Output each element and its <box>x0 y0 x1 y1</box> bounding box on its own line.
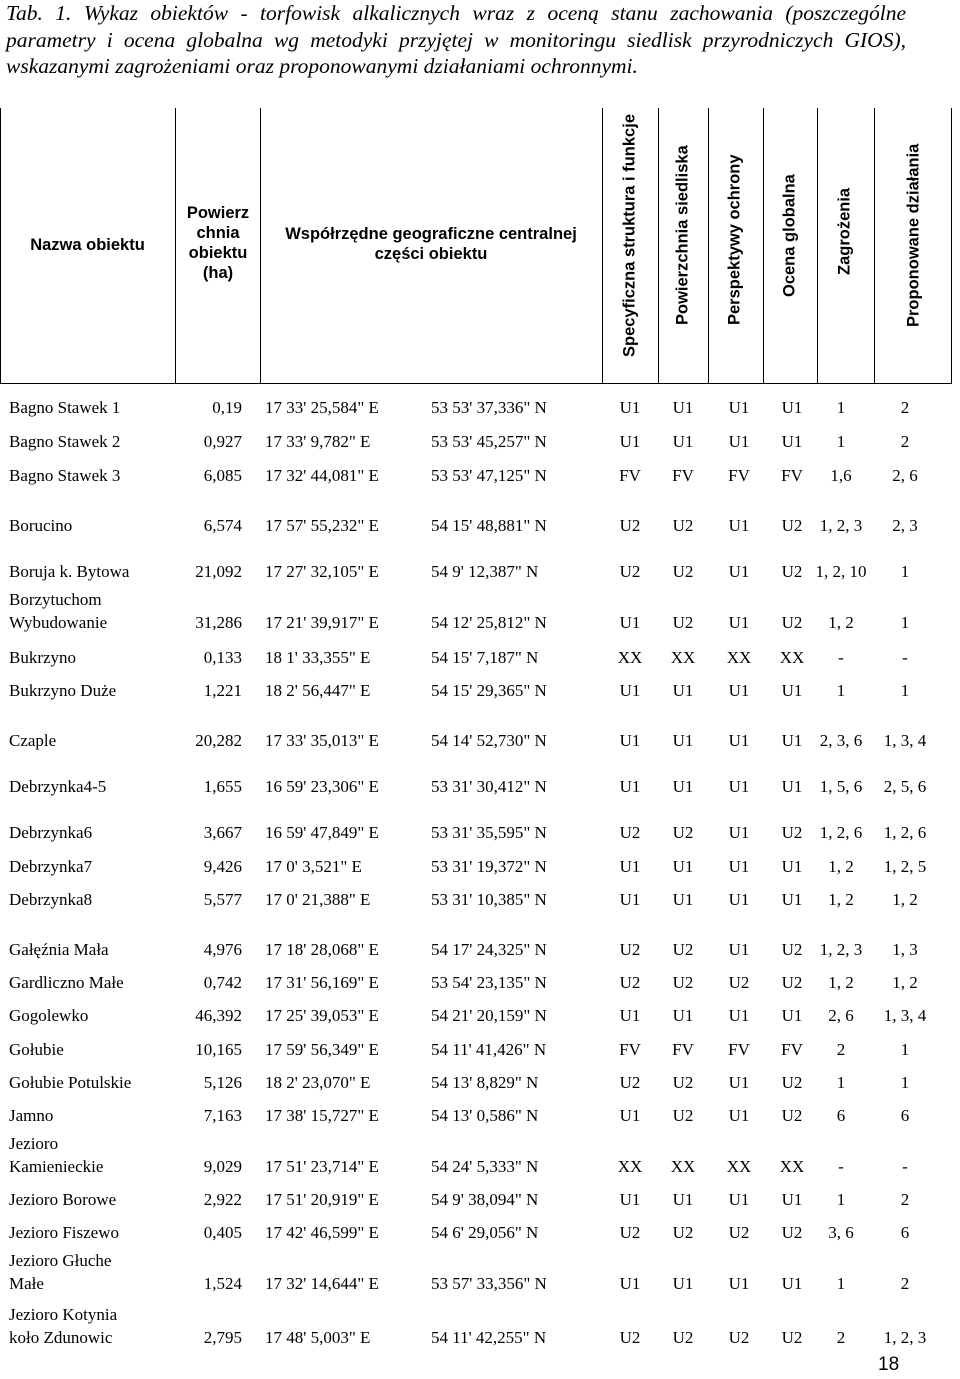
table-row <box>0 1188 960 1211</box>
name-cell: Bagno Stawek 1 <box>9 398 121 417</box>
threats-cell: 2, 6 <box>828 1006 854 1025</box>
habitat-area-cell: U2 <box>672 1328 694 1347</box>
threats-cell: 6 <box>836 1106 846 1125</box>
global-cell: U2 <box>781 1328 803 1347</box>
area-cell: 2,795 <box>203 1328 242 1347</box>
structure-cell: U2 <box>619 823 641 842</box>
actions-cell: 1 <box>900 562 910 581</box>
actions-cell: 2, 3 <box>892 516 918 535</box>
prospects-cell: U1 <box>728 823 750 842</box>
table-row <box>0 888 960 911</box>
threats-cell: - <box>838 1157 844 1176</box>
name-cell: Debrzynka6 <box>9 823 93 842</box>
prospects-cell: U1 <box>728 1006 750 1025</box>
name-cell: Bagno Stawek 3 <box>9 466 121 485</box>
habitat-area-cell: U1 <box>672 857 694 876</box>
header-structure: Specyficzna struktura i funkcje <box>620 114 639 357</box>
header-coords: Współrzędne geograficzne centralnej części obiektu <box>285 225 577 263</box>
global-cell: U2 <box>781 1073 803 1092</box>
actions-cell: 1, 2, 6 <box>883 823 927 842</box>
structure-cell: U1 <box>619 613 641 632</box>
name-cell: Czaple <box>9 731 57 750</box>
area-cell: 3,667 <box>203 823 242 842</box>
area-cell: 21,092 <box>195 562 242 581</box>
name-cell: Bukrzyno <box>9 648 77 667</box>
name-cell: Debrzynka8 <box>9 890 93 909</box>
longitude-cell: 18 1' 33,355" E <box>265 648 371 667</box>
structure-cell: U2 <box>619 1328 641 1347</box>
structure-cell: U1 <box>619 1106 641 1125</box>
structure-cell: U2 <box>619 1223 641 1242</box>
area-cell: 4,976 <box>203 940 242 959</box>
longitude-cell: 17 57' 55,232" E <box>265 516 379 535</box>
global-cell: U2 <box>781 823 803 842</box>
table-row <box>0 1004 960 1027</box>
prospects-cell: U1 <box>728 432 750 451</box>
structure-cell: U1 <box>619 890 641 909</box>
structure-cell: U1 <box>619 777 641 796</box>
latitude-cell: 53 31' 30,412" N <box>431 777 547 796</box>
actions-cell: 1, 3, 4 <box>883 1006 927 1025</box>
header-name: Nazwa obiektu <box>30 236 145 254</box>
longitude-cell: 17 18' 28,068" E <box>265 940 379 959</box>
global-cell: U2 <box>781 973 803 992</box>
longitude-cell: 16 59' 23,306" E <box>265 777 379 796</box>
area-cell: 1,524 <box>203 1274 242 1293</box>
structure-cell: U1 <box>619 1190 641 1209</box>
actions-cell: 1, 2 <box>892 890 918 909</box>
name-cell: Borzytuchom Wybudowanie <box>9 590 108 632</box>
prospects-cell: U2 <box>728 1223 750 1242</box>
latitude-cell: 54 14' 52,730" N <box>431 731 547 750</box>
table-row <box>0 855 960 878</box>
threats-cell: 1, 2, 6 <box>819 823 863 842</box>
area-cell: 2,922 <box>203 1190 242 1209</box>
latitude-cell: 54 9' 38,094" N <box>431 1190 539 1209</box>
threats-cell: 1, 2, 3 <box>819 940 863 959</box>
longitude-cell: 16 59' 47,849" E <box>265 823 379 842</box>
prospects-cell: U2 <box>728 1328 750 1347</box>
table-row <box>0 821 960 844</box>
table-row <box>0 646 960 669</box>
name-cell: Jezioro Kotynia koło Zdunowic <box>9 1305 118 1347</box>
prospects-cell: U1 <box>728 777 750 796</box>
actions-cell: 6 <box>900 1106 910 1125</box>
area-cell: 5,577 <box>203 890 242 909</box>
structure-cell: U1 <box>619 432 641 451</box>
name-cell: Bukrzyno Duże <box>9 681 117 700</box>
table-row <box>0 679 960 702</box>
latitude-cell: 54 6' 29,056" N <box>431 1223 539 1242</box>
table-row <box>0 1221 960 1244</box>
latitude-cell: 54 15' 7,187" N <box>431 648 539 667</box>
structure-cell: U1 <box>619 731 641 750</box>
name-cell: Boruja k. Bytowa <box>9 562 130 581</box>
table-row <box>0 938 960 961</box>
prospects-cell: FV <box>728 466 750 485</box>
table-row <box>0 1038 960 1061</box>
longitude-cell: 17 32' 14,644" E <box>265 1274 379 1293</box>
prospects-cell: U1 <box>728 857 750 876</box>
threats-cell: 1,6 <box>830 466 852 485</box>
table-row <box>0 1134 960 1178</box>
latitude-cell: 53 54' 23,135" N <box>431 973 547 992</box>
habitat-area-cell: U1 <box>672 1006 694 1025</box>
prospects-cell: U1 <box>728 940 750 959</box>
longitude-cell: 17 0' 21,388" E <box>265 890 371 909</box>
habitat-area-cell: U1 <box>672 681 694 700</box>
table-row <box>0 971 960 994</box>
global-cell: U2 <box>781 1223 803 1242</box>
actions-cell: 1 <box>900 613 910 632</box>
global-cell: FV <box>781 466 803 485</box>
habitat-area-cell: U1 <box>672 1190 694 1209</box>
table-header <box>0 108 952 384</box>
actions-cell: 1, 3 <box>892 940 918 959</box>
global-cell: U1 <box>781 432 803 451</box>
global-cell: XX <box>779 1157 805 1176</box>
actions-cell: 1, 3, 4 <box>883 731 927 750</box>
latitude-cell: 53 53' 47,125" N <box>431 466 547 485</box>
area-cell: 1,655 <box>203 777 242 796</box>
longitude-cell: 17 42' 46,599" E <box>265 1223 379 1242</box>
name-cell: Debrzynka7 <box>9 857 93 876</box>
structure-cell: XX <box>617 648 643 667</box>
longitude-cell: 17 33' 25,584" E <box>265 398 379 417</box>
name-cell: Jezioro Fiszewo <box>9 1223 120 1242</box>
longitude-cell: 17 51' 23,714" E <box>265 1157 379 1176</box>
table-row <box>0 514 960 537</box>
area-cell: 6,085 <box>203 466 242 485</box>
actions-cell: 2 <box>900 1190 910 1209</box>
table-row <box>0 1071 960 1094</box>
structure-cell: U2 <box>619 562 641 581</box>
habitat-area-cell: U2 <box>672 562 694 581</box>
habitat-area-cell: U1 <box>672 432 694 451</box>
global-cell: U1 <box>781 681 803 700</box>
longitude-cell: 17 33' 35,013" E <box>265 731 379 750</box>
header-threats: Zagrożenia <box>835 187 854 275</box>
prospects-cell: U1 <box>728 890 750 909</box>
latitude-cell: 54 15' 48,881" N <box>431 516 547 535</box>
latitude-cell: 54 17' 24,325" N <box>431 940 547 959</box>
threats-cell: 1 <box>836 1190 846 1209</box>
prospects-cell: U1 <box>728 398 750 417</box>
area-cell: 0,19 <box>212 398 242 417</box>
name-cell: Jezioro Głuche Małe <box>9 1251 112 1293</box>
prospects-cell: U1 <box>728 1106 750 1125</box>
latitude-cell: 53 53' 37,336" N <box>431 398 547 417</box>
actions-cell: 2 <box>900 432 910 451</box>
actions-cell: - <box>902 1157 908 1176</box>
area-cell: 0,927 <box>203 432 242 451</box>
table-row <box>0 430 960 453</box>
name-cell: Gardliczno Małe <box>9 973 124 992</box>
latitude-cell: 54 13' 8,829" N <box>431 1073 539 1092</box>
table-row <box>0 1305 960 1349</box>
prospects-cell: U1 <box>728 562 750 581</box>
actions-cell: 1 <box>900 1073 910 1092</box>
area-cell: 10,165 <box>195 1040 242 1059</box>
latitude-cell: 54 13' 0,586" N <box>431 1106 539 1125</box>
global-cell: U1 <box>781 777 803 796</box>
latitude-cell: 53 31' 19,372" N <box>431 857 547 876</box>
global-cell: U1 <box>781 1006 803 1025</box>
actions-cell: 1, 2, 5 <box>883 857 927 876</box>
header-actions: Proponowane działania <box>904 143 923 327</box>
global-cell: U1 <box>781 1190 803 1209</box>
area-cell: 0,133 <box>203 648 242 667</box>
threats-cell: 1, 2 <box>828 857 854 876</box>
latitude-cell: 54 9' 12,387" N <box>431 562 539 581</box>
table-caption: Tab. 1. Wykaz obiektów - torfowisk alkalicznych wraz z oceną stanu zachowania (poszczególne parametry i ocena globalna wg metodyki przyjętej w monitoringu siedlisk przyrodniczych GIOS), wskazanymi zagrożeniami oraz proponowanymi działaniami ochronnymi. <box>6 1 906 78</box>
structure-cell: U1 <box>619 681 641 700</box>
global-cell: U2 <box>781 613 803 632</box>
actions-cell: 1 <box>900 681 910 700</box>
threats-cell: 1, 2 <box>828 613 854 632</box>
prospects-cell: FV <box>728 1040 750 1059</box>
structure-cell: FV <box>619 466 641 485</box>
habitat-area-cell: U1 <box>672 890 694 909</box>
habitat-area-cell: U2 <box>672 940 694 959</box>
table-row <box>0 396 960 419</box>
global-cell: U2 <box>781 516 803 535</box>
global-cell: U2 <box>781 1106 803 1125</box>
threats-cell: 3, 6 <box>828 1223 854 1242</box>
longitude-cell: 17 51' 20,919" E <box>265 1190 379 1209</box>
area-cell: 7,163 <box>203 1106 242 1125</box>
prospects-cell: XX <box>726 648 752 667</box>
prospects-cell: U2 <box>728 973 750 992</box>
threats-cell: 1 <box>836 432 846 451</box>
prospects-cell: U1 <box>728 731 750 750</box>
threats-cell: - <box>838 648 844 667</box>
longitude-cell: 17 48' 5,003" E <box>265 1328 371 1347</box>
structure-cell: XX <box>617 1157 643 1176</box>
threats-cell: 1, 2 <box>828 973 854 992</box>
global-cell: U1 <box>781 731 803 750</box>
prospects-cell: U1 <box>728 1274 750 1293</box>
table-row <box>0 590 960 634</box>
area-cell: 0,742 <box>203 973 242 992</box>
global-cell: U1 <box>781 398 803 417</box>
latitude-cell: 54 11' 42,255" N <box>431 1328 547 1347</box>
actions-cell: 1, 2, 3 <box>883 1328 927 1347</box>
longitude-cell: 18 2' 23,070" E <box>265 1073 371 1092</box>
habitat-area-cell: U1 <box>672 398 694 417</box>
longitude-cell: 17 31' 56,169" E <box>265 973 379 992</box>
habitat-area-cell: U2 <box>672 1106 694 1125</box>
global-cell: U1 <box>781 857 803 876</box>
habitat-area-cell: U2 <box>672 1073 694 1092</box>
table-row <box>0 464 960 487</box>
table-row <box>0 560 960 583</box>
structure-cell: U1 <box>619 398 641 417</box>
latitude-cell: 53 57' 33,356" N <box>431 1274 547 1293</box>
latitude-cell: 54 15' 29,365" N <box>431 681 547 700</box>
area-cell: 5,126 <box>203 1073 242 1092</box>
longitude-cell: 17 0' 3,521" E <box>265 857 362 876</box>
structure-cell: U1 <box>619 857 641 876</box>
area-cell: 20,282 <box>195 731 242 750</box>
longitude-cell: 17 32' 44,081" E <box>265 466 379 485</box>
latitude-cell: 53 31' 10,385" N <box>431 890 547 909</box>
name-cell: Gołubie Potulskie <box>9 1073 132 1092</box>
structure-cell: U2 <box>619 973 641 992</box>
name-cell: Gałęźnia Mała <box>9 940 109 959</box>
habitat-area-cell: FV <box>672 1040 694 1059</box>
name-cell: Borucino <box>9 516 73 535</box>
prospects-cell: U1 <box>728 1073 750 1092</box>
prospects-cell: XX <box>726 1157 752 1176</box>
habitat-area-cell: U1 <box>672 1274 694 1293</box>
longitude-cell: 17 59' 56,349" E <box>265 1040 379 1059</box>
area-cell: 9,029 <box>203 1157 242 1176</box>
threats-cell: 1 <box>836 398 846 417</box>
page-number: 18 <box>878 1354 900 1375</box>
threats-cell: 2 <box>836 1040 846 1059</box>
latitude-cell: 54 12' 25,812" N <box>431 613 547 632</box>
global-cell: U2 <box>781 940 803 959</box>
longitude-cell: 18 2' 56,447" E <box>265 681 371 700</box>
longitude-cell: 17 27' 32,105" E <box>265 562 379 581</box>
name-cell: Jamno <box>9 1106 54 1125</box>
structure-cell: U2 <box>619 1073 641 1092</box>
threats-cell: 1 <box>836 1073 846 1092</box>
name-cell: Jezioro Kamienieckie <box>9 1134 104 1176</box>
prospects-cell: U1 <box>728 681 750 700</box>
area-cell: 1,221 <box>203 681 242 700</box>
table-row <box>0 775 960 798</box>
threats-cell: 1, 2, 3 <box>819 516 863 535</box>
structure-cell: U2 <box>619 940 641 959</box>
longitude-cell: 17 25' 39,053" E <box>265 1006 379 1025</box>
actions-cell: 2, 5, 6 <box>883 777 927 796</box>
actions-cell: 1, 2 <box>892 973 918 992</box>
global-cell: U1 <box>781 890 803 909</box>
longitude-cell: 17 38' 15,727" E <box>265 1106 379 1125</box>
area-cell: 0,405 <box>203 1223 242 1242</box>
area-cell: 6,574 <box>203 516 242 535</box>
global-cell: U1 <box>781 1274 803 1293</box>
actions-cell: 2, 6 <box>892 466 918 485</box>
threats-cell: 2, 3, 6 <box>819 731 863 750</box>
header-area: Powierz chnia obiektu (ha) <box>186 204 250 282</box>
name-cell: Gogolewko <box>9 1006 89 1025</box>
header-prospects: Perspektywy ochrony <box>725 154 744 325</box>
habitat-area-cell: U1 <box>672 731 694 750</box>
longitude-cell: 17 21' 39,917" E <box>265 613 379 632</box>
habitat-area-cell: XX <box>670 648 696 667</box>
longitude-cell: 17 33' 9,782" E <box>265 432 371 451</box>
latitude-cell: 54 24' 5,333" N <box>431 1157 539 1176</box>
habitat-area-cell: U2 <box>672 516 694 535</box>
actions-cell: 1 <box>900 1040 910 1059</box>
structure-cell: U2 <box>619 516 641 535</box>
latitude-cell: 53 53' 45,257" N <box>431 432 547 451</box>
threats-cell: 2 <box>836 1328 846 1347</box>
structure-cell: U1 <box>619 1006 641 1025</box>
name-cell: Debrzynka4-5 <box>9 777 107 796</box>
habitat-area-cell: U2 <box>672 1223 694 1242</box>
table-row <box>0 729 960 752</box>
global-cell: XX <box>779 648 805 667</box>
global-cell: U2 <box>781 562 803 581</box>
area-cell: 46,392 <box>195 1006 242 1025</box>
habitat-area-cell: U2 <box>672 613 694 632</box>
header-global: Ocena globalna <box>780 174 799 297</box>
habitat-area-cell: XX <box>670 1157 696 1176</box>
habitat-area-cell: U1 <box>672 777 694 796</box>
actions-cell: 2 <box>900 1274 910 1293</box>
habitat-area-cell: FV <box>672 466 694 485</box>
threats-cell: 1, 5, 6 <box>819 777 863 796</box>
actions-cell: 6 <box>900 1223 910 1242</box>
name-cell: Gołubie <box>9 1040 64 1059</box>
habitat-area-cell: U2 <box>672 973 694 992</box>
structure-cell: U1 <box>619 1274 641 1293</box>
area-cell: 31,286 <box>195 613 242 632</box>
prospects-cell: U1 <box>728 516 750 535</box>
habitat-area-cell: U2 <box>672 823 694 842</box>
actions-cell: - <box>902 648 908 667</box>
area-cell: 9,426 <box>203 857 242 876</box>
structure-cell: FV <box>619 1040 641 1059</box>
threats-cell: 1, 2 <box>828 890 854 909</box>
name-cell: Bagno Stawek 2 <box>9 432 121 451</box>
header-habitat-area: Powierzchnia siedliska <box>673 145 692 325</box>
name-cell: Jezioro Borowe <box>9 1190 117 1209</box>
threats-cell: 1, 2, 10 <box>815 562 867 581</box>
latitude-cell: 53 31' 35,595" N <box>431 823 547 842</box>
table-row <box>0 1104 960 1127</box>
actions-cell: 2 <box>900 398 910 417</box>
threats-cell: 1 <box>836 681 846 700</box>
prospects-cell: U1 <box>728 613 750 632</box>
table-row <box>0 1251 960 1295</box>
latitude-cell: 54 11' 41,426" N <box>431 1040 547 1059</box>
global-cell: FV <box>781 1040 803 1059</box>
prospects-cell: U1 <box>728 1190 750 1209</box>
threats-cell: 1 <box>836 1274 846 1293</box>
latitude-cell: 54 21' 20,159" N <box>431 1006 547 1025</box>
